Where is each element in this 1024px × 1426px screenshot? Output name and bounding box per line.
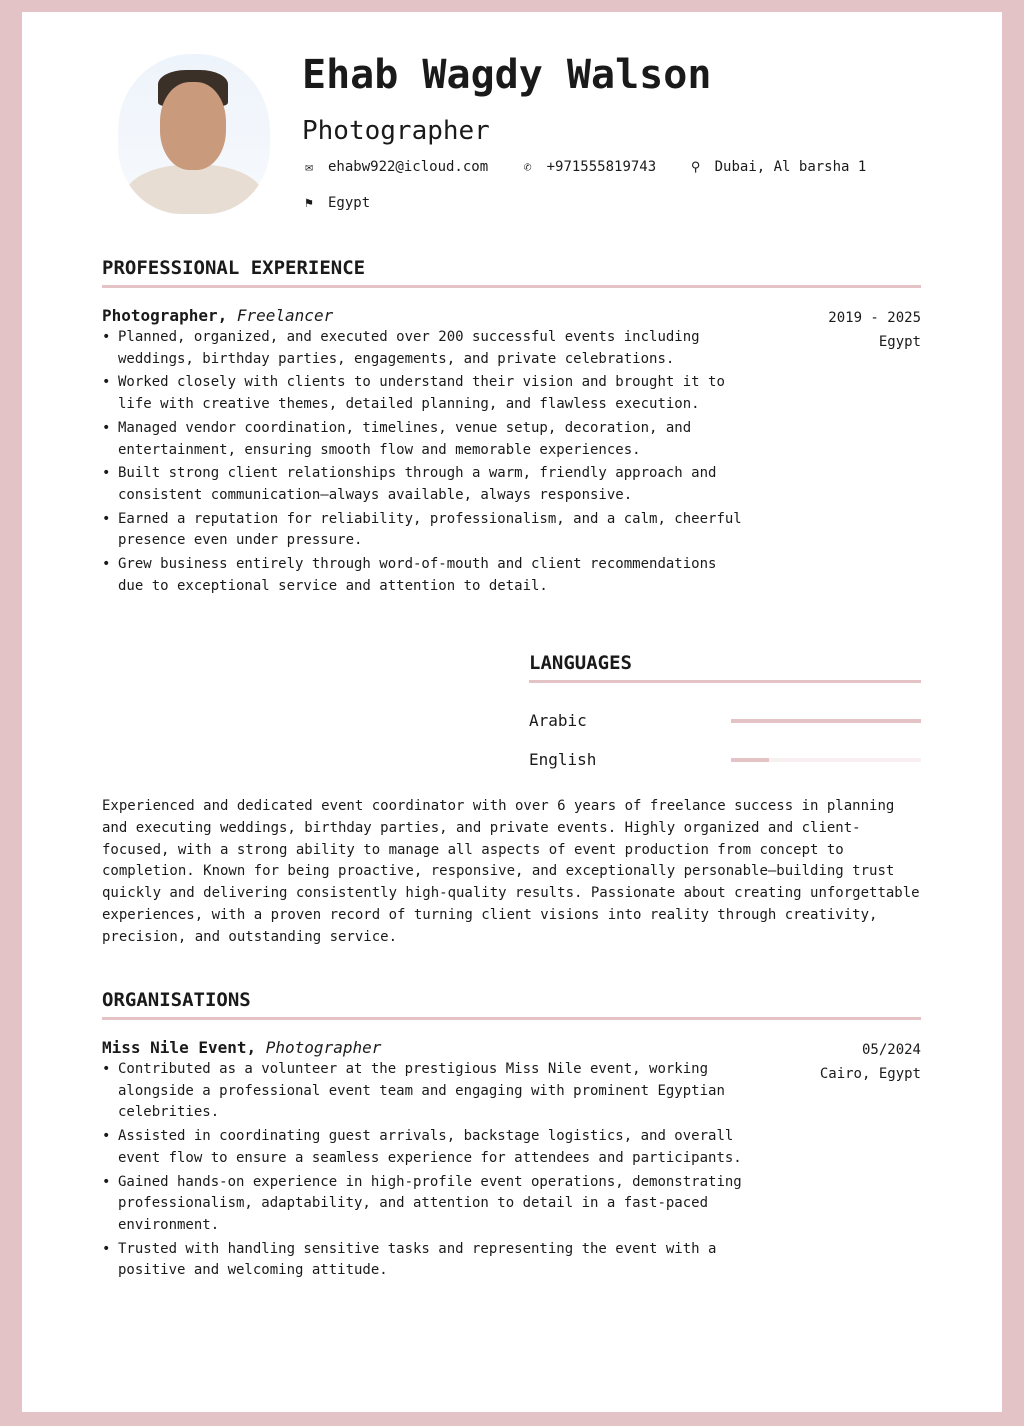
- bullet-item: • Gained hands-on experience in high-profile event operations, demonstrating professionalism, adaptability, and attention to detail in a fast-paced environment.: [102, 1172, 742, 1237]
- location: Egypt: [878, 334, 921, 350]
- language-item: [529, 701, 921, 740]
- envelope-icon: ✉: [305, 159, 313, 175]
- organisation-bullets: [102, 1059, 742, 1282]
- language-level-bar: [731, 758, 921, 762]
- candidate-title: Photographer: [302, 116, 490, 146]
- language-item: [529, 740, 921, 779]
- experience-bullets: [102, 327, 742, 597]
- country-text: Egypt: [328, 195, 371, 211]
- resume-page: [22, 12, 1002, 1412]
- language-level-fill: [731, 758, 769, 762]
- phone-icon: ✆: [523, 159, 532, 175]
- bullet-item: • Earned a reputation for reliability, professionalism, and a calm, cheerful presence even under pressure.: [102, 509, 742, 552]
- bullet-item: • Trusted with handling sensitive tasks and representing the event with a positive and welcoming attitude.: [102, 1239, 742, 1282]
- bullet-item: • Managed vendor coordination, timelines, venue setup, decoration, and entertainment, ensuring smooth flow and memorable experiences.: [102, 418, 742, 461]
- contact-email[interactable]: [302, 156, 488, 178]
- language-level-fill: [731, 719, 921, 723]
- bullet-item: • Grew business entirely through word-of-mouth and client recommendations due to exceptional service and attention to detail.: [102, 554, 742, 597]
- organisation-role: Photographer: [265, 1038, 382, 1057]
- experience-entry: [102, 306, 921, 599]
- language-name: English: [529, 750, 597, 769]
- bullet-item: • Built strong client relationships through a warm, friendly approach and consistent communication—always available, always responsive.: [102, 463, 742, 506]
- location: Cairo, Egypt: [819, 1066, 921, 1082]
- contact-info: [302, 156, 942, 228]
- employer: Freelancer: [236, 306, 334, 325]
- profile-photo: [118, 54, 270, 214]
- job-title: Photographer,: [102, 306, 228, 325]
- section-heading: LANGUAGES: [529, 652, 921, 683]
- phone-text: +971555819743: [546, 159, 657, 175]
- languages-section: [529, 652, 921, 779]
- email-text: ehabw922@icloud.com: [328, 159, 489, 175]
- bullet-item: • Contributed as a volunteer at the prestigious Miss Nile event, working alongside a professional event team and engaging with prominent Egyptian celebrities.: [102, 1059, 742, 1124]
- section-heading: ORGANISATIONS: [102, 989, 921, 1020]
- language-name: Arabic: [529, 711, 587, 730]
- dates: 2019 - 2025: [828, 310, 921, 326]
- contact-phone[interactable]: [521, 156, 657, 178]
- organisation-name: Miss Nile Event,: [102, 1038, 257, 1057]
- location-text: Dubai, Al barsha 1: [714, 159, 867, 175]
- experience-section: [102, 257, 921, 599]
- profile-summary: Experienced and dedicated event coordinator with over 6 years of freelance success in planning and executing weddings, birthday parties, and private events. Highly organized and client-focused, with a strong ability to manage all aspects of event production from concept to completion. Known for being proactive, responsive, and exceptionally personable—building trust quickly and delivering consistently high-quality results. Passionate about creating unforgettable experiences, with a proven record of turning client visions into reality through creativity, precision, and outstanding service.: [102, 798, 920, 945]
- bullet-item: • Planned, organized, and executed over 200 successful events including weddings, birthday parties, engagements, and private celebrations.: [102, 327, 742, 370]
- date: 05/2024: [861, 1042, 921, 1058]
- map-pin-icon: ⚲: [690, 159, 701, 175]
- language-level-bar: [731, 719, 921, 723]
- organisation-entry: [102, 1038, 921, 1284]
- contact-country: [302, 192, 370, 214]
- organisations-section: [102, 989, 921, 1284]
- candidate-name: Ehab Wagdy Walson: [302, 52, 712, 98]
- section-heading: PROFESSIONAL EXPERIENCE: [102, 257, 921, 288]
- bullet-item: • Assisted in coordinating guest arrivals, backstage logistics, and overall event flow to ensure a seamless experience for attendees and participants.: [102, 1126, 742, 1169]
- bullet-item: • Worked closely with clients to understand their vision and brought it to life with creative themes, detailed planning, and flawless execution.: [102, 372, 742, 415]
- contact-location: [689, 156, 867, 178]
- flag-icon: ⚑: [305, 195, 313, 211]
